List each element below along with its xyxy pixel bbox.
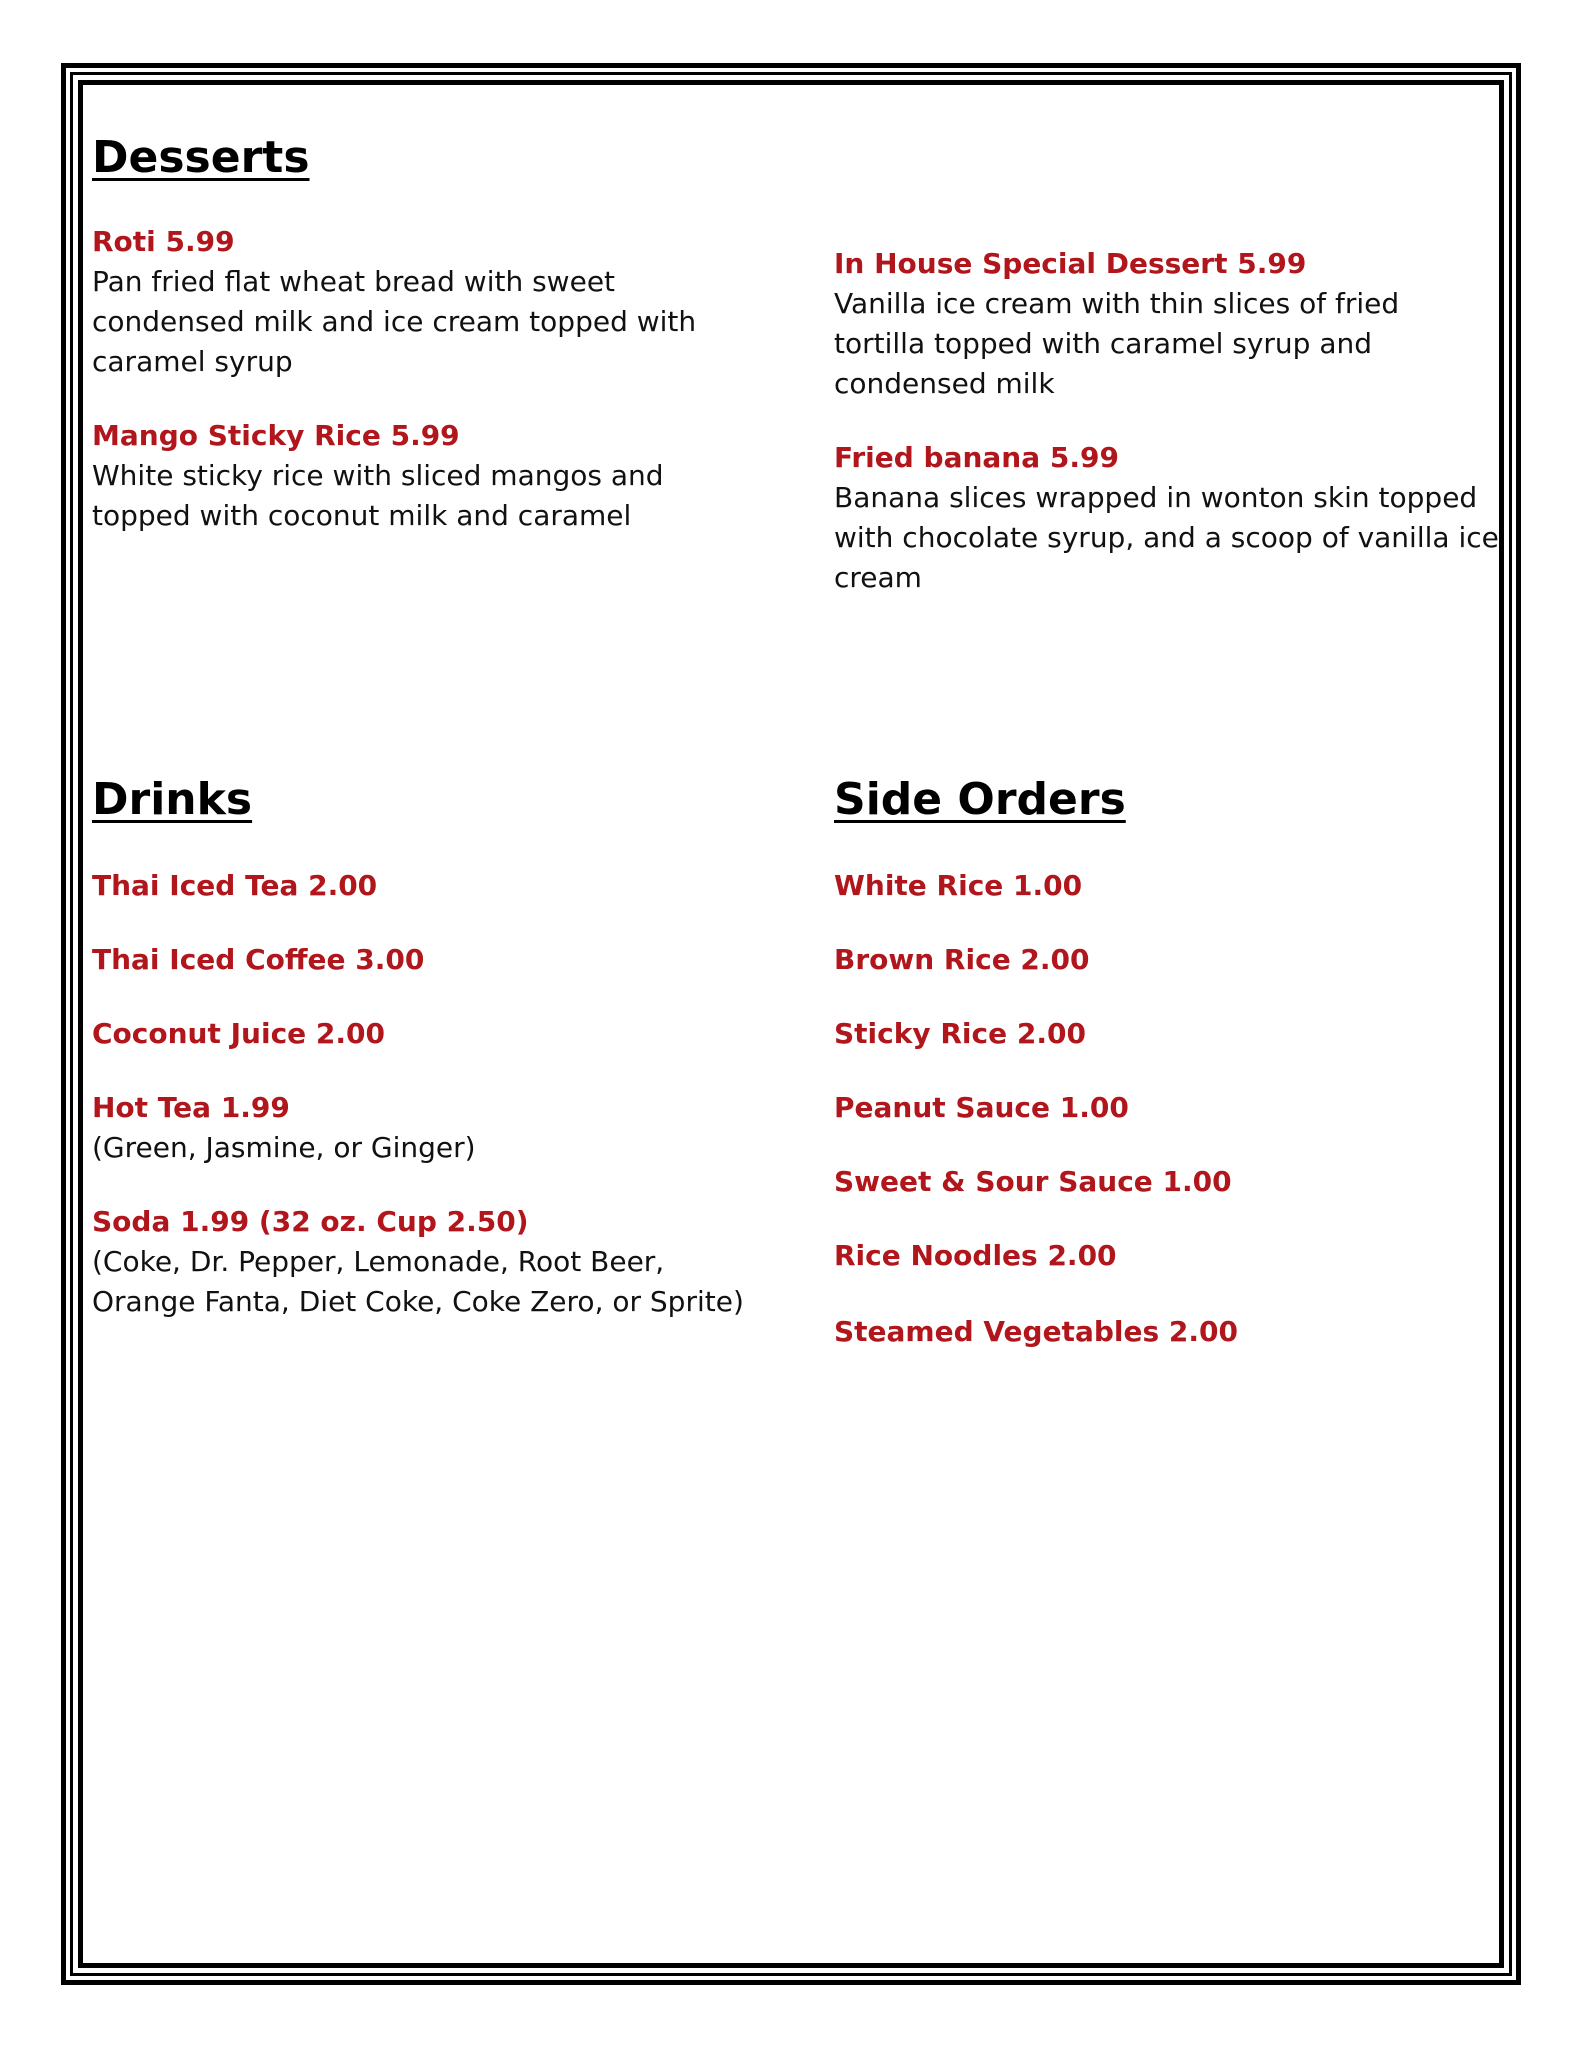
menu-item-in-house-special-dessert (834, 244, 1514, 404)
menu-item-white-rice (834, 866, 1514, 906)
item-name: Soda 1.99 (32 oz. Cup 2.50) (92, 1205, 529, 1238)
item-name: Steamed Vegetables 2.00 (834, 1315, 1238, 1348)
item-name: Brown Rice 2.00 (834, 943, 1090, 976)
desserts-heading: Desserts (92, 132, 310, 183)
item-name: Hot Tea 1.99 (92, 1091, 290, 1124)
menu-item-fried-banana (834, 438, 1514, 598)
menu-item-coconut-juice (92, 1014, 772, 1054)
item-name: Rice Noodles 2.00 (834, 1239, 1117, 1272)
menu-item-thai-iced-tea (92, 866, 772, 906)
menu-item-rice-noodles (834, 1236, 1514, 1276)
item-name: Thai Iced Coffee 3.00 (92, 943, 425, 976)
item-description: White sticky rice with sliced mangos and topped with coconut milk and caramel (92, 459, 664, 532)
menu-item-sticky-rice (834, 1014, 1514, 1054)
drinks-heading: Drinks (92, 774, 253, 825)
item-name: In House Special Dessert 5.99 (834, 247, 1307, 280)
menu-item-sweet-sour-sauce (834, 1162, 1514, 1202)
item-description: Pan fried flat wheat bread with sweet condensed milk and ice cream topped with caramel syrup (92, 265, 697, 378)
item-name: Sweet & Sour Sauce 1.00 (834, 1165, 1232, 1198)
item-name: Fried banana 5.99 (834, 441, 1119, 474)
menu-item-peanut-sauce (834, 1088, 1514, 1128)
item-name: Coconut Juice 2.00 (92, 1017, 385, 1050)
menu-item-mango-sticky-rice (92, 416, 772, 536)
menu-item-soda (92, 1202, 772, 1322)
item-name: Sticky Rice 2.00 (834, 1017, 1086, 1050)
side-orders-heading: Side Orders (834, 774, 1126, 825)
item-description: (Green, Jasmine, or Ginger) (92, 1131, 476, 1164)
item-name: Mango Sticky Rice 5.99 (92, 419, 460, 452)
menu-item-roti (92, 222, 772, 382)
item-description: (Coke, Dr. Pepper, Lemonade, Root Beer, Orange Fanta, Diet Coke, Coke Zero, or Sprite) (92, 1245, 744, 1318)
menu-item-thai-iced-coffee (92, 940, 772, 980)
item-name: Peanut Sauce 1.00 (834, 1091, 1129, 1124)
menu-item-steamed-vegetables (834, 1312, 1514, 1352)
menu-item-brown-rice (834, 940, 1514, 980)
item-name: Thai Iced Tea 2.00 (92, 869, 378, 902)
item-name: White Rice 1.00 (834, 869, 1083, 902)
menu-item-hot-tea (92, 1088, 772, 1168)
item-description: Vanilla ice cream with thin slices of fried tortilla topped with caramel syrup and condensed milk (834, 287, 1400, 400)
item-name: Roti 5.99 (92, 225, 235, 258)
item-description: Banana slices wrapped in wonton skin topped with chocolate syrup, and a scoop of vanilla ice cream (834, 481, 1499, 594)
